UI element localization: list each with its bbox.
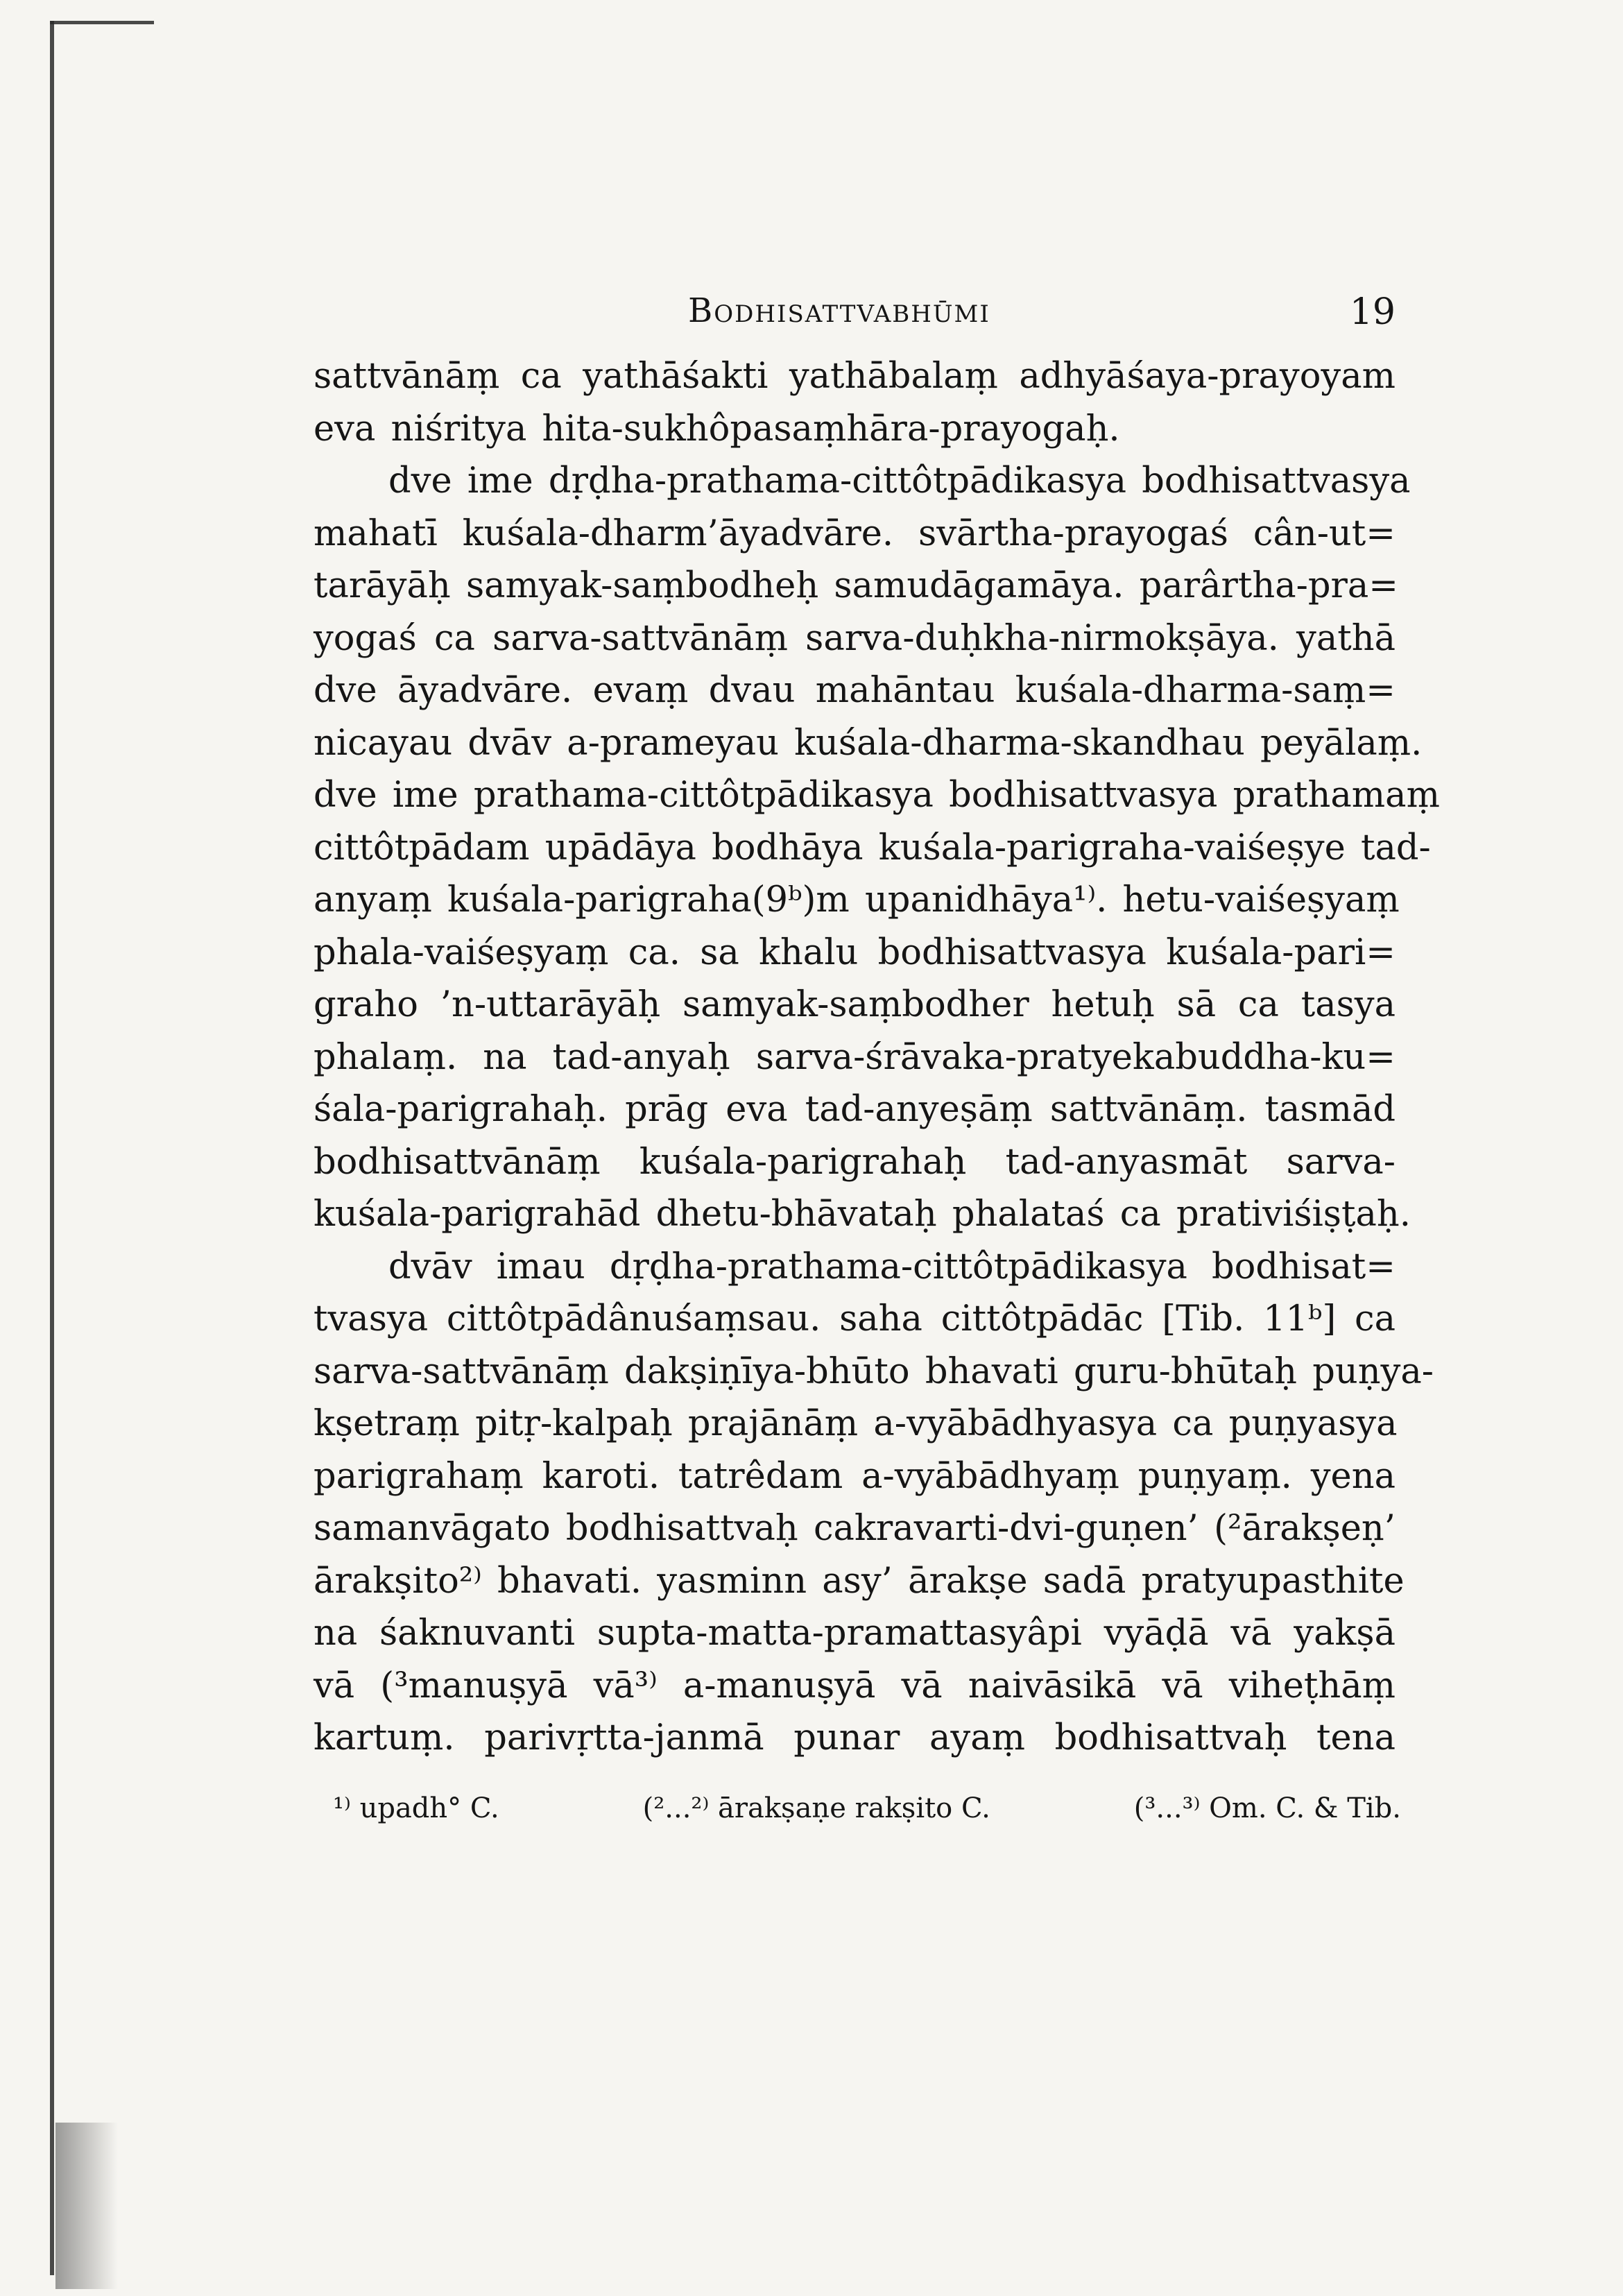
- text-line: graho ’n-uttarāyāḥ samyak-saṃbodher hetuḥ sā ca tasya: [314, 984, 1396, 1025]
- binding-shadow: [55, 2123, 118, 2289]
- text-line: dvāv imau dṛḍha-prathama-cittôtpādikasya bodhisat=: [388, 1246, 1396, 1287]
- text-line: sattvānāṃ ca yathāśakti yathābalaṃ adhyāśaya-prayoyam: [314, 356, 1396, 397]
- text-line: vā (³manuṣyā vā³⁾ a-manuṣyā vā naivāsikā vā viheṭhāṃ: [314, 1665, 1396, 1706]
- text-line: kuśala-parigrahād dhetu-bhāvataḥ phalataś ca prativiśiṣṭaḥ.: [314, 1194, 1411, 1235]
- text-line: ārakṣito²⁾ bhavati. yasminn asy’ ārakṣe sadā pratyupasthite: [314, 1560, 1405, 1602]
- text-line: cittôtpādam upādāya bodhāya kuśala-parigraha-vaiśeṣye tad-: [314, 827, 1431, 868]
- text-line: anyaṃ kuśala-parigraha(9ᵇ)m upanidhāya¹⁾. hetu-vaiśeṣyaṃ: [314, 880, 1400, 920]
- text-line: nicayau dvāv a-prameyau kuśala-dharma-skandhau peyālaṃ.: [314, 722, 1423, 764]
- text-line: dve ime dṛḍha-prathama-cittôtpādikasya bodhisattvasya: [388, 461, 1411, 502]
- footnotes: [333, 1792, 1401, 1824]
- page-header: [314, 291, 1396, 333]
- body-text: [314, 350, 1440, 1765]
- footnote: (²...²⁾ ārakṣaṇe rakṣito C.: [642, 1792, 990, 1824]
- text-line: kartuṃ. parivṛtta-janmā punar ayaṃ bodhisattvaḥ tena: [314, 1717, 1396, 1758]
- text-line: tarāyāḥ samyak-saṃbodheḥ samudāgamāya. parârtha-pra=: [314, 565, 1399, 606]
- text-line: mahatī kuśala-dharm’āyadvāre. svārtha-prayogaś cân-ut=: [314, 513, 1396, 554]
- text-line: phalaṃ. na tad-anyaḥ sarva-śrāvaka-pratyekabuddha-ku=: [314, 1036, 1396, 1078]
- text-line: samanvāgato bodhisattvaḥ cakravarti-dvi-guṇen’ (²ārakṣeṇ’: [314, 1508, 1396, 1549]
- footnote: (³...³⁾ Om. C. & Tib.: [1133, 1792, 1401, 1824]
- text-line: na śaknuvanti supta-matta-pramattasyâpi vyāḍā vā yakṣā: [314, 1613, 1396, 1654]
- binding-edge: [50, 21, 54, 2275]
- running-title: Bodhisattvabhūmi: [688, 291, 990, 330]
- text-line: dve āyadvāre. evaṃ dvau mahāntau kuśala-dharma-saṃ=: [314, 670, 1396, 711]
- text-line: śala-parigrahaḥ. prāg eva tad-anyeṣāṃ sattvānāṃ. tasmād: [314, 1089, 1396, 1130]
- text-line: sarva-sattvānāṃ dakṣiṇīya-bhūto bhavati guru-bhūtaḥ puṇya-: [314, 1351, 1434, 1392]
- text-line: phala-vaiśeṣyaṃ ca. sa khalu bodhisattvasya kuśala-pari=: [314, 932, 1396, 973]
- text-line: dve ime prathama-cittôtpādikasya bodhisattvasya prathamaṃ: [314, 775, 1440, 816]
- text-line: eva niśritya hita-sukhôpasaṃhāra-prayogaḥ.: [314, 408, 1120, 449]
- text-line: tvasya cittôtpādânuśaṃsau. saha cittôtpādāc [Tib. 11ᵇ] ca: [314, 1299, 1396, 1339]
- text-line: kṣetraṃ pitṛ-kalpaḥ prajānāṃ a-vyābādhyasya ca puṇyasya: [314, 1403, 1398, 1444]
- text-line: bodhisattvānāṃ kuśala-parigrahaḥ tad-anyasmāt sarva-: [314, 1141, 1396, 1183]
- text-line: yogaś ca sarva-sattvānāṃ sarva-duḥkha-nirmokṣāya. yathā: [314, 617, 1396, 659]
- text-line: parigrahaṃ karoti. tatrêdam a-vyābādhyaṃ puṇyaṃ. yena: [314, 1455, 1396, 1497]
- footnote: ¹⁾ upadh° C.: [333, 1792, 499, 1824]
- binding-edge-top: [50, 21, 154, 24]
- page-number: 19: [1349, 291, 1396, 333]
